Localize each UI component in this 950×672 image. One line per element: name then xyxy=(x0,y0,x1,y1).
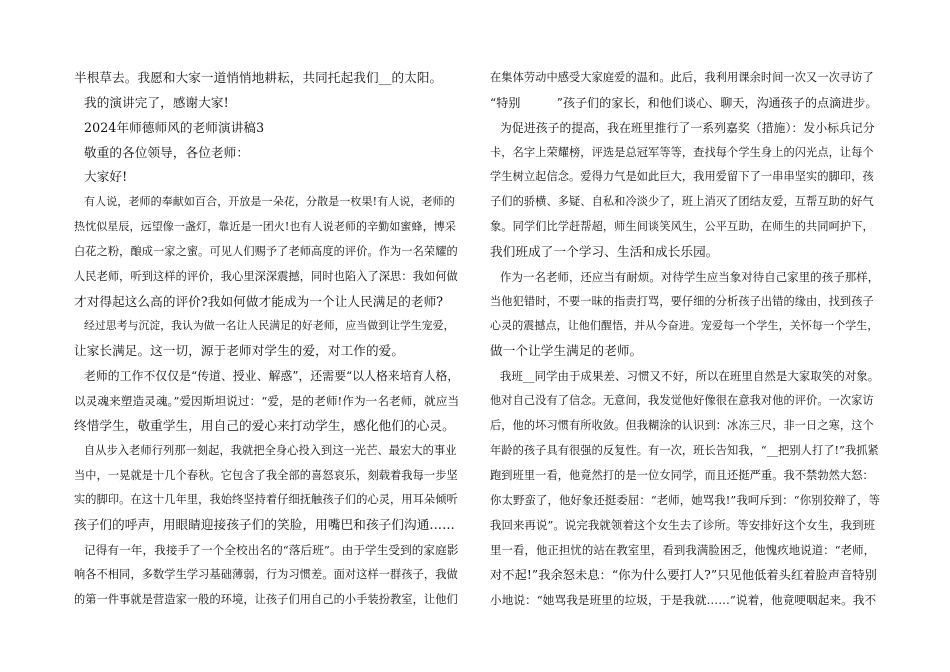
text-line: 年龄的孩子具有很强的反复性。有一次，班长告知我，“__把别人打了!”我抓紧 xyxy=(490,443,879,457)
right-text-column xyxy=(490,66,880,613)
text-line: 半根草去。我愿和大家一道悄悄地耕耘，共同托起我们__的太阳。 xyxy=(74,70,443,85)
text-line: 2024年师德师风的老师演讲稿3 xyxy=(84,119,265,135)
text-line: 的第一件事就是营造家一般的环境，让孩子们用自己的小手装扮教室，让他们 xyxy=(74,592,458,606)
left-text-column xyxy=(74,66,460,613)
text-line: 响各不相同，多数学生学习基础薄弱，行为习惯差。面对这样一群孩子，我做 xyxy=(74,567,458,581)
text-line: 跑到班里一看，他竟然打的是一位女同学，而且还挺严重。我不禁勃然大怒： xyxy=(490,468,874,482)
text-line: 我班__同学由于成果差、习惯又不好，所以在班里自然是大家取笑的对象。 xyxy=(500,369,880,384)
text-line: 我回来再说”。说完我就领着这个女生去了诊所。等安排好这个女生，我到班 xyxy=(490,518,876,533)
text-line: “特别 ”孩子们的家长，和他们谈心、聊天，沟通孩子的点滴进步。 xyxy=(490,95,878,110)
text-line: 后，他的坏习惯有所收敛。但我糊涂的认识到：冰冻三尺，非一日之寒，这个 xyxy=(490,418,874,432)
text-line: 我们班成了一个学习、生活和成长乐园。 xyxy=(490,243,719,259)
text-line: 子们的骄横、多疑、自私和冷淡少了，班上消灭了团结友爱，互帮互助的好气 xyxy=(490,195,874,209)
text-line: 让家长满足。这一切，源于老师对学生的爱，对工作的爱。 xyxy=(74,343,405,359)
text-line: 心灵的震撼点，让他们醒悟，并从今奋进。宠爱每一个学生，关怀每一个学生， xyxy=(490,319,879,333)
text-line: 经过思考与沉淀，我认为做一名让人民满足的好老师，应当做到让学生宠爱， xyxy=(84,319,455,333)
text-line: 孩子们的呼声，用眼睛迎接孩子们的笑脸，用嘴巴和孩子们沟通…… xyxy=(74,517,455,533)
text-line: 在集体劳动中感受大家庭爱的温和。此后，我利用课余时间一次又一次寻访了 xyxy=(490,71,874,84)
text-line: 我的演讲完了，感谢大家! xyxy=(84,94,229,110)
text-line: 自从步入老师行列那一刻起，我就把全身心投入到这一光芒、最宏大的事业 xyxy=(84,443,457,457)
text-line: 对不起!”我余怒未息：“你为什么要打人?”只见他低着头红着脸声音特别 xyxy=(490,567,877,582)
text-line: 作为一名老师，还应当有耐烦。对待学生应当象对待自己家里的孩子那样， xyxy=(500,269,880,284)
text-line: 实的脚印。在这十几年里，我始终坚持着仔细抚触孩子们的心灵，用耳朵倾听 xyxy=(74,493,458,507)
text-line: 象。同学们比学赶帮超，师生间谈笑风生，公平互助，在师生的共同呵护下， xyxy=(490,220,874,234)
text-line: 才对得起这么高的评价?我如何做才能成为一个让人民满足的老师? xyxy=(74,293,444,309)
text-line: 有人说，老师的奉献如百合，开放是一朵花，分散是一枚果!有人说，老师的 xyxy=(84,195,455,209)
text-line: 老师的工作不仅仅是“传道、授业、解惑”，还需要“以人格来培育人格， xyxy=(84,369,460,384)
text-line: 为促进孩子的提高，我在班里推行了一系列嘉奖（措施）：发小标兵记分 xyxy=(500,120,875,135)
text-line: 白花之粉，酿成一家之蜜。可见人们赐予了老师高度的评价。作为一名荣耀的 xyxy=(74,244,458,258)
text-line: 人民老师，听到这样的评价，我心里深深震撼，同时也陷入了深思：我如何做 xyxy=(74,269,458,283)
text-line: 记得有一年，我接手了一个全校出名的“落后班”。由于学生受到的家庭影 xyxy=(84,543,459,558)
text-line: 热忱似星辰，远望像一盏灯，靠近是一团火!也有人说老师的辛勤如蜜蜂，博采 xyxy=(74,220,456,234)
text-line: 敬重的各位领导，各位老师： xyxy=(84,144,250,160)
text-line: 做一个让学生满足的老师。 xyxy=(490,343,643,359)
text-line: 他对自己没有了信念。无意间，我发觉他好像很在意我对他的评价。一次家访 xyxy=(490,393,874,407)
text-line: 小地说：“她骂我是班里的垃圾，于是我就……”说着，他竟哽咽起来。我不 xyxy=(490,592,877,607)
text-line: 你太野蛮了，他好象还挺委屈：“老师，她骂我!”我呵斥到：“你别狡辩了，等 xyxy=(490,493,881,508)
text-line: 以灵魂来塑造灵魂。”爱因斯坦说过：“爱，是的老师!作为一名老师，就应当 xyxy=(74,393,460,408)
text-line: 终惜学生，敬重学生，用自己的爱心来打动学生，感化他们的心灵。 xyxy=(74,417,455,433)
text-line: 当中，一晃就是十几个春秋。它包含了我全部的喜怒哀乐，刻载着我每一步坚 xyxy=(74,468,458,482)
text-line: 大家好! xyxy=(84,169,128,185)
text-line: 当他犯错时，不要一昧的指责打骂，要仔细的分析孩子出错的缘由，找到孩子 xyxy=(490,294,874,308)
text-line: 卡，名字上荣耀榜，评选是总冠军等等，查找每个学生身上的闪光点，让每个 xyxy=(490,145,874,159)
text-line: 学生树立起信念。爱得力气是如此巨大，我用爱留下了一串串坚实的脚印，孩 xyxy=(490,170,874,184)
text-line: 里一看，他正担忧的站在教室里，看到我满脸困乏，他愧疚地说道：“老师， xyxy=(490,543,876,558)
